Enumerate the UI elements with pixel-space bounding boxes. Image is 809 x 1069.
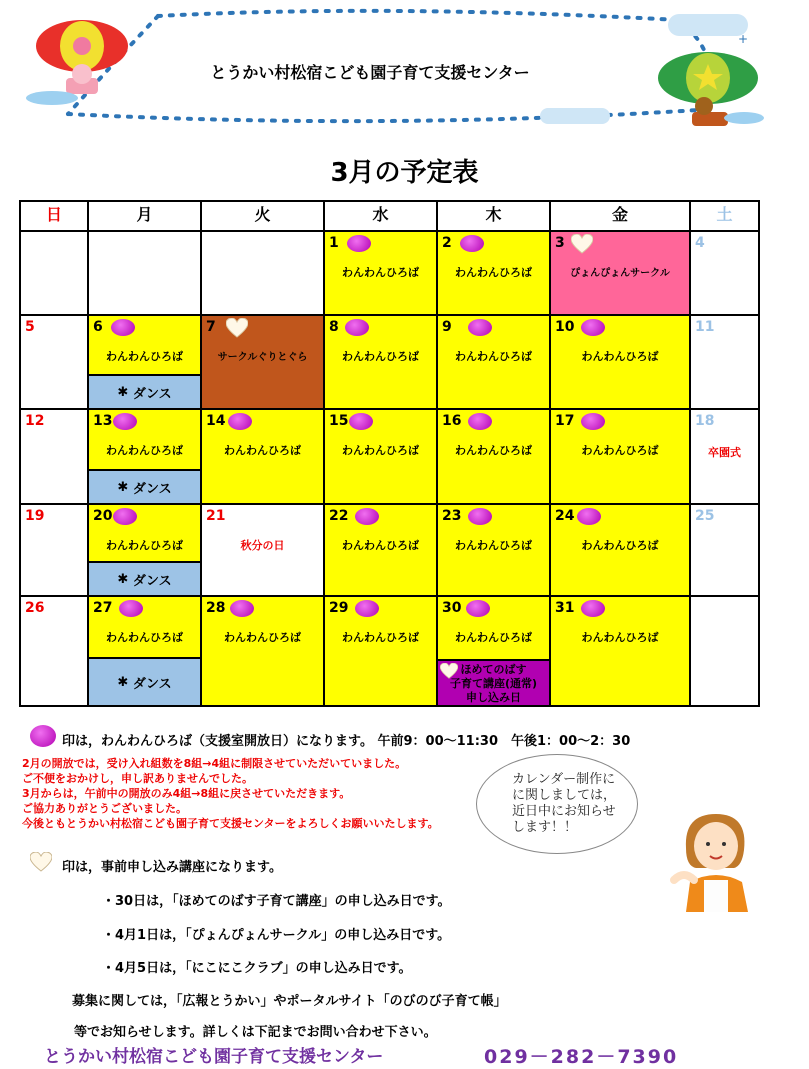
wanwan-ball-icon — [113, 413, 137, 430]
weekday-sun: 日 — [20, 201, 88, 231]
cloud-decoration — [668, 14, 748, 36]
day-cell — [324, 596, 437, 706]
day-cell — [324, 504, 437, 596]
hot-air-balloon-left-icon — [22, 16, 142, 112]
sparkle-icon: + — [738, 32, 749, 46]
day-number: 4 — [695, 235, 705, 251]
day-number: 17 — [555, 413, 575, 429]
event-wanwan: わんわんひろば — [581, 539, 659, 552]
day-number: 7 — [206, 319, 216, 335]
event-wanwan: わんわんひろば — [581, 350, 659, 363]
day-number: 22 — [329, 508, 349, 524]
day-number: 19 — [25, 508, 45, 524]
weekday-wed: 水 — [324, 201, 437, 231]
course-line-2: 子育て講座(通常) — [449, 677, 538, 690]
wanwan-ball-icon — [468, 319, 492, 336]
day-number: 21 — [206, 508, 226, 524]
day-cell — [324, 231, 437, 315]
day-number: 26 — [25, 600, 45, 616]
footer-org: とうかい村松宿こども園子育て支援センター — [44, 1047, 384, 1067]
day-cell — [550, 504, 690, 596]
event-dance: ✱ ダンス — [89, 469, 200, 503]
event-graduation: 卒園式 — [708, 446, 741, 459]
day-cell-empty — [690, 596, 759, 706]
heart-icon — [440, 663, 458, 679]
day-number: 14 — [206, 413, 226, 429]
event-wanwan: わんわんひろば — [106, 631, 183, 644]
day-cell — [550, 596, 690, 706]
event-wanwan: わんわんひろば — [224, 631, 301, 644]
day-cell — [88, 315, 201, 409]
wanwan-ball-icon — [581, 600, 605, 617]
week-row — [20, 504, 759, 596]
event-wanwan: わんわんひろば — [342, 350, 419, 363]
wanwan-ball-icon — [30, 725, 56, 747]
hot-air-balloon-right-icon — [648, 50, 768, 134]
cloud-decoration — [540, 108, 610, 124]
day-number: 3 — [555, 235, 565, 251]
wanwan-ball-icon — [577, 508, 601, 525]
day-number: 16 — [442, 413, 462, 429]
weekday-mon: 月 — [88, 201, 201, 231]
course-item: ・30日は，「ほめてのばす子育て講座」の申し込み日です。 — [102, 894, 451, 909]
day-number: 29 — [329, 600, 349, 616]
day-cell — [437, 231, 550, 315]
event-holiday: 秋分の日 — [240, 539, 285, 552]
recruit-line: 募集に関しては，「広報とうかい」やポータルサイト「のびのび子育て帳」 — [72, 994, 507, 1009]
day-cell — [201, 315, 324, 409]
event-guri-gura: サークルぐりとぐら — [217, 352, 308, 363]
event-wanwan: わんわんひろば — [455, 266, 532, 279]
course-line-1: ほめてのばす — [460, 663, 527, 676]
dancer-icon: ✱ — [117, 571, 129, 587]
day-cell — [550, 409, 690, 504]
event-parenting-course — [438, 659, 549, 705]
day-number: 10 — [555, 319, 575, 335]
day-cell — [437, 504, 550, 596]
day-cell — [201, 504, 324, 596]
wanwan-ball-icon — [581, 413, 605, 430]
day-cell — [324, 315, 437, 409]
event-wanwan: わんわんひろば — [342, 631, 419, 644]
wanwan-ball-icon — [119, 600, 143, 617]
day-cell — [437, 315, 550, 409]
event-wanwan: わんわんひろば — [342, 539, 419, 552]
org-title: とうかい村松宿こども園子育て支援センター — [210, 63, 530, 82]
schedule-calendar — [19, 200, 760, 707]
event-wanwan: わんわんひろば — [455, 539, 532, 552]
weekday-header-row — [20, 201, 759, 231]
course-item: ・4月5日は，「にこにこクラブ」の申し込み日です。 — [102, 961, 412, 976]
event-wanwan: わんわんひろば — [455, 631, 532, 644]
day-number: 11 — [695, 319, 715, 335]
wanwan-ball-icon — [468, 413, 492, 430]
day-number: 24 — [555, 508, 575, 524]
day-cell — [550, 315, 690, 409]
event-wanwan: わんわんひろば — [106, 350, 183, 363]
day-cell — [550, 231, 690, 315]
event-dance: ✱ ダンス — [89, 374, 200, 408]
event-wanwan: わんわんひろば — [581, 631, 659, 644]
day-cell — [88, 504, 201, 596]
notice-line: 今後ともとうかい村松宿こども園子育て支援センターをよろしくお願いいたします。 — [22, 817, 439, 830]
day-cell-empty — [88, 231, 201, 315]
day-cell — [88, 596, 201, 706]
wanwan-ball-icon — [345, 319, 369, 336]
wanwan-ball-icon — [466, 600, 490, 617]
day-number: 20 — [93, 508, 113, 524]
course-item: ・4月1日は，「ぴょんぴょんサークル」の申し込み日です。 — [102, 928, 451, 943]
day-number: 30 — [442, 600, 462, 616]
day-cell — [690, 409, 759, 504]
notice-line: ご不便をおかけし，申し訳ありませんでした。 — [22, 772, 253, 785]
event-wanwan: わんわんひろば — [342, 266, 419, 279]
recruit-line: 等でお知らせします。詳しくは下記までお問い合わせ下さい。 — [74, 1025, 437, 1040]
day-number: 2 — [442, 235, 452, 251]
day-number: 23 — [442, 508, 462, 524]
speech-bubble-text: カレンダー制作に に関しましては， 近日中にお知らせ します！！ — [512, 772, 617, 835]
wanwan-ball-icon — [349, 413, 373, 430]
day-number: 15 — [329, 413, 349, 429]
wanwan-ball-icon — [460, 235, 484, 252]
day-cell-empty — [201, 231, 324, 315]
event-pyonpyon: ぴょんぴょんサークル — [570, 268, 670, 279]
day-cell — [437, 596, 550, 706]
event-dance: ✱ ダンス — [89, 561, 200, 595]
day-number: 9 — [442, 319, 452, 335]
wanwan-ball-icon — [228, 413, 252, 430]
footer-phone: 029－282－7390 — [484, 1046, 679, 1068]
event-dance: ✱ ダンス — [89, 657, 200, 705]
wanwan-ball-icon — [230, 600, 254, 617]
legend-heart: 印は，事前申し込み講座になります。 — [62, 860, 282, 875]
event-wanwan: わんわんひろば — [224, 444, 301, 457]
event-wanwan: わんわんひろば — [581, 444, 659, 457]
event-wanwan: わんわんひろば — [342, 444, 419, 457]
event-wanwan: わんわんひろば — [106, 539, 183, 552]
weekday-tue: 火 — [201, 201, 324, 231]
wanwan-ball-icon — [468, 508, 492, 525]
day-cell — [20, 504, 88, 596]
dancer-icon: ✱ — [117, 479, 129, 495]
wanwan-ball-icon — [355, 508, 379, 525]
heart-icon — [571, 234, 593, 254]
day-cell — [690, 315, 759, 409]
legend-wanwan: 印は，わんわんひろば（支援室開放日）になります。 午前9：00～11:30 午後1：00～2：30 — [62, 734, 631, 749]
day-cell — [201, 409, 324, 504]
event-wanwan: わんわんひろば — [455, 444, 532, 457]
week-row — [20, 596, 759, 706]
notice-line: ご協力ありがとうございました。 — [22, 802, 187, 815]
wanwan-ball-icon — [347, 235, 371, 252]
weekday-sat: 土 — [690, 201, 759, 231]
day-cell — [690, 231, 759, 315]
wanwan-ball-icon — [111, 319, 135, 336]
event-wanwan: わんわんひろば — [455, 350, 532, 363]
day-cell — [690, 504, 759, 596]
day-number: 25 — [695, 508, 715, 524]
day-number: 27 — [93, 600, 113, 616]
day-cell-empty — [20, 231, 88, 315]
week-row — [20, 409, 759, 504]
day-cell — [437, 409, 550, 504]
wanwan-ball-icon — [113, 508, 137, 525]
day-number: 1 — [329, 235, 339, 251]
day-cell — [20, 409, 88, 504]
day-cell — [20, 315, 88, 409]
day-cell — [20, 596, 88, 706]
day-number: 5 — [25, 319, 35, 335]
heart-icon — [30, 852, 52, 872]
day-number: 12 — [25, 413, 45, 429]
dancer-icon: ✱ — [117, 384, 129, 400]
day-cell — [324, 409, 437, 504]
weekday-fri: 金 — [550, 201, 690, 231]
notice-block — [22, 756, 439, 831]
day-number: 8 — [329, 319, 339, 335]
dancer-icon: ✱ — [117, 674, 129, 690]
week-row — [20, 315, 759, 409]
day-number: 31 — [555, 600, 575, 616]
day-cell — [88, 409, 201, 504]
wanwan-ball-icon — [581, 319, 605, 336]
course-line-3: 申し込み日 — [466, 691, 521, 704]
notice-line: 2月の開放では，受け入れ組数を8組→4組に制限させていただいていました。 — [22, 757, 407, 770]
staff-woman-illustration — [664, 808, 764, 912]
week-row — [20, 231, 759, 315]
heart-icon — [226, 318, 248, 338]
weekday-thu: 木 — [437, 201, 550, 231]
day-number: 13 — [93, 413, 113, 429]
event-wanwan: わんわんひろば — [106, 444, 183, 457]
day-number: 6 — [93, 319, 103, 335]
day-cell — [201, 596, 324, 706]
day-number: 28 — [206, 600, 226, 616]
page-title: 3月の予定表 — [330, 158, 479, 188]
wanwan-ball-icon — [355, 600, 379, 617]
day-number: 18 — [695, 413, 715, 429]
notice-line: 3月からは，午前中の開放のみ4組→8組に戻させていただきます。 — [22, 787, 351, 800]
